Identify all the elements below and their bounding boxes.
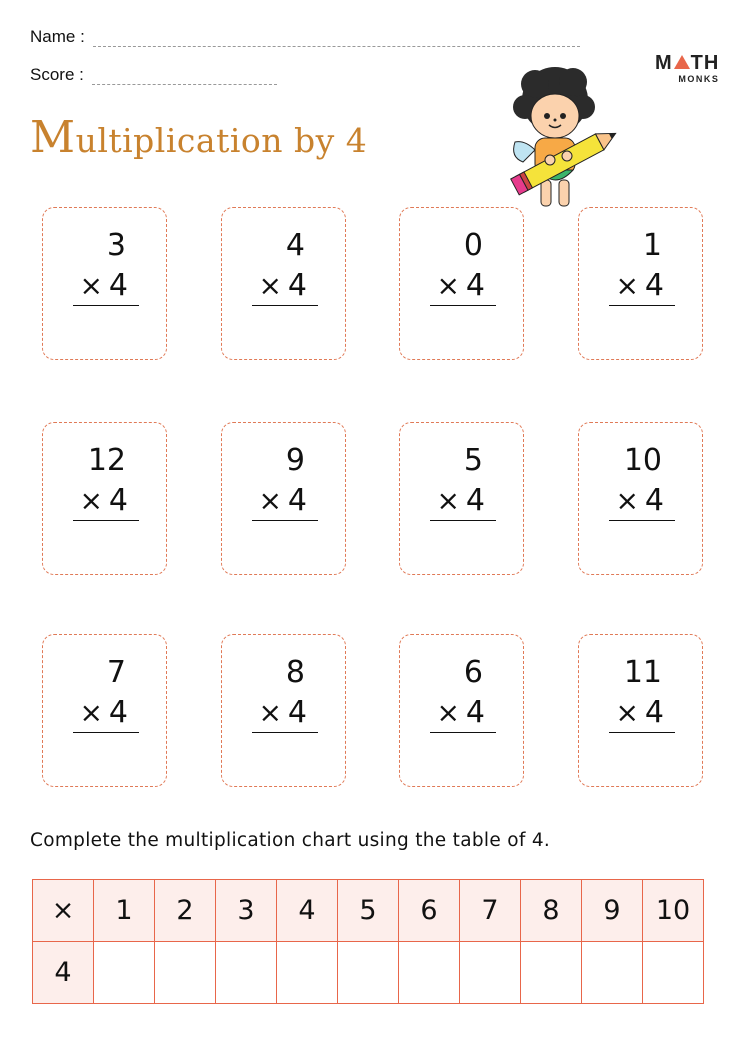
multiplier-row bbox=[79, 268, 128, 303]
multiplicand: 11 bbox=[623, 655, 662, 690]
math-monks-logo bbox=[655, 53, 719, 84]
times-icon: × bbox=[436, 269, 460, 302]
multiplicand: 3 bbox=[106, 228, 126, 263]
chart-column-header: 9 bbox=[582, 880, 643, 942]
answer-line[interactable] bbox=[430, 520, 496, 521]
times-icon: × bbox=[615, 696, 639, 729]
chart-column-header: 4 bbox=[277, 880, 338, 942]
chart-answer-cell[interactable] bbox=[460, 942, 521, 1004]
chart-column-header: 10 bbox=[643, 880, 704, 942]
chart-answer-cell[interactable] bbox=[521, 942, 582, 1004]
multiplier-row bbox=[258, 483, 307, 518]
answer-line[interactable] bbox=[609, 732, 675, 733]
chart-column-header: 3 bbox=[216, 880, 277, 942]
problem-card bbox=[221, 634, 346, 787]
multiplicand: 4 bbox=[285, 228, 305, 263]
chart-answer-cell[interactable] bbox=[155, 942, 216, 1004]
multiplier: 4 bbox=[644, 268, 664, 303]
multiplier: 4 bbox=[108, 483, 128, 518]
chart-instruction: Complete the multiplication chart using the table of 4. bbox=[30, 830, 551, 851]
multiplier: 4 bbox=[644, 483, 664, 518]
multiplier-row bbox=[615, 483, 664, 518]
multiplicand: 0 bbox=[463, 228, 483, 263]
answer-line[interactable] bbox=[252, 520, 318, 521]
times-icon: × bbox=[436, 484, 460, 517]
multiplier-row bbox=[615, 268, 664, 303]
answer-line[interactable] bbox=[73, 305, 139, 306]
problem-card bbox=[42, 422, 167, 575]
title-rest: ultiplication by 4 bbox=[75, 121, 368, 160]
problem-card bbox=[399, 422, 524, 575]
answer-line[interactable] bbox=[430, 305, 496, 306]
name-field[interactable] bbox=[30, 27, 580, 47]
times-icon: × bbox=[79, 269, 103, 302]
multiplicand: 9 bbox=[285, 443, 305, 478]
chart-answer-cell[interactable] bbox=[216, 942, 277, 1004]
times-icon: × bbox=[258, 269, 282, 302]
chart-column-header: 1 bbox=[94, 880, 155, 942]
multiplier-row bbox=[436, 695, 485, 730]
multiplier: 4 bbox=[287, 483, 307, 518]
score-input-line[interactable] bbox=[92, 70, 277, 85]
problem-card bbox=[42, 634, 167, 787]
times-icon: × bbox=[79, 484, 103, 517]
problem-card bbox=[578, 422, 703, 575]
chart-row-header: 4 bbox=[33, 942, 94, 1004]
name-label: Name : bbox=[30, 27, 85, 46]
score-label: Score : bbox=[30, 65, 84, 84]
multiplicand: 6 bbox=[463, 655, 483, 690]
multiplicand: 10 bbox=[623, 443, 662, 478]
triangle-icon bbox=[674, 55, 690, 69]
multiplier-row bbox=[615, 695, 664, 730]
problem-card bbox=[578, 207, 703, 360]
answer-line[interactable] bbox=[609, 305, 675, 306]
name-input-line[interactable] bbox=[93, 32, 580, 47]
chart-column-header: 6 bbox=[399, 880, 460, 942]
chart-answer-cell[interactable] bbox=[277, 942, 338, 1004]
problem-card bbox=[578, 634, 703, 787]
page-title bbox=[30, 112, 367, 163]
answer-line[interactable] bbox=[73, 732, 139, 733]
answer-line[interactable] bbox=[430, 732, 496, 733]
times-icon: × bbox=[436, 696, 460, 729]
multiplier: 4 bbox=[465, 268, 485, 303]
multiplier: 4 bbox=[287, 695, 307, 730]
times-icon: × bbox=[258, 696, 282, 729]
times-icon: × bbox=[615, 269, 639, 302]
problem-card bbox=[221, 422, 346, 575]
problem-card bbox=[399, 634, 524, 787]
multiplier: 4 bbox=[287, 268, 307, 303]
problem-card bbox=[42, 207, 167, 360]
times-icon: × bbox=[258, 484, 282, 517]
chart-column-header: 5 bbox=[338, 880, 399, 942]
title-initial: M bbox=[30, 112, 76, 163]
multiplicand: 7 bbox=[106, 655, 126, 690]
multiplicand: 8 bbox=[285, 655, 305, 690]
problem-card bbox=[221, 207, 346, 360]
multiplier: 4 bbox=[465, 695, 485, 730]
score-field[interactable] bbox=[30, 65, 277, 85]
multiplier-row bbox=[79, 483, 128, 518]
chart-corner: × bbox=[33, 880, 94, 942]
chart-answer-cell[interactable] bbox=[643, 942, 704, 1004]
multiplier: 4 bbox=[465, 483, 485, 518]
multiplier-row bbox=[79, 695, 128, 730]
multiplier-row bbox=[258, 695, 307, 730]
answer-line[interactable] bbox=[609, 520, 675, 521]
logo-m: M bbox=[655, 52, 673, 74]
chart-answer-cell[interactable] bbox=[338, 942, 399, 1004]
multiplication-chart bbox=[32, 879, 704, 1004]
multiplicand: 5 bbox=[463, 443, 483, 478]
answer-line[interactable] bbox=[73, 520, 139, 521]
answer-line[interactable] bbox=[252, 305, 318, 306]
chart-answer-row bbox=[33, 942, 704, 1004]
multiplicand: 1 bbox=[642, 228, 662, 263]
multiplier-row bbox=[258, 268, 307, 303]
cupid-mascot-icon bbox=[505, 62, 630, 210]
chart-column-header: 8 bbox=[521, 880, 582, 942]
multiplicand: 12 bbox=[87, 443, 126, 478]
multiplier-row bbox=[436, 268, 485, 303]
multiplier: 4 bbox=[644, 695, 664, 730]
times-icon: × bbox=[79, 696, 103, 729]
times-icon: × bbox=[615, 484, 639, 517]
multiplier: 4 bbox=[108, 268, 128, 303]
problem-card bbox=[399, 207, 524, 360]
logo-sub: MONKS bbox=[678, 74, 720, 84]
answer-line[interactable] bbox=[252, 732, 318, 733]
chart-header-row bbox=[33, 880, 704, 942]
chart-answer-cell[interactable] bbox=[582, 942, 643, 1004]
chart-answer-cell[interactable] bbox=[94, 942, 155, 1004]
multiplier: 4 bbox=[108, 695, 128, 730]
chart-column-header: 2 bbox=[155, 880, 216, 942]
multiplier-row bbox=[436, 483, 485, 518]
logo-th: TH bbox=[690, 52, 720, 74]
chart-answer-cell[interactable] bbox=[399, 942, 460, 1004]
chart-column-header: 7 bbox=[460, 880, 521, 942]
